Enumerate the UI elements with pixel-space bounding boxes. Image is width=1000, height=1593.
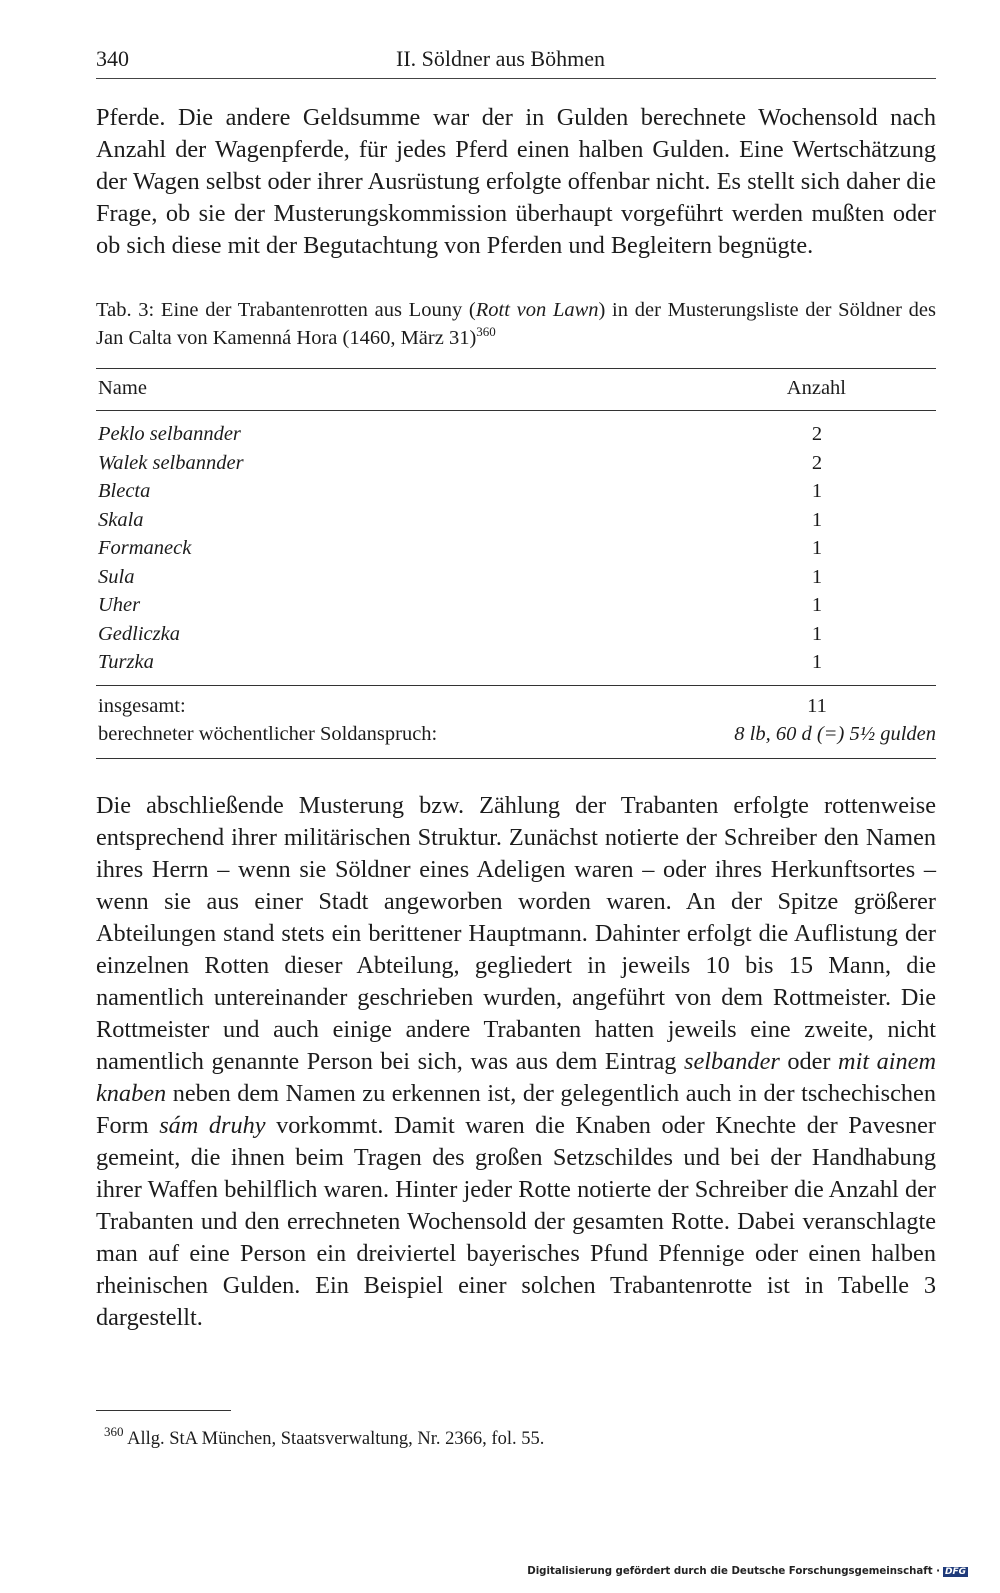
- column-header-count: Anzahl: [786, 377, 846, 399]
- paragraph-2-italic: mit ainem knaben: [96, 1048, 937, 1107]
- running-head: II. Söldner aus Böhmen: [396, 46, 605, 71]
- row-name: Blecta: [98, 480, 151, 502]
- paragraph-2-text: oder: [779, 1048, 839, 1075]
- row-name: Skala: [98, 509, 144, 531]
- caption-text-start: Tab. 3: Eine der Trabantenrotten aus Louny (: [96, 299, 476, 321]
- table-bottom-rule: [96, 758, 936, 759]
- digitization-note: Digitalisierung gefördert durch die Deutsche Forschungsgemeinschaft ·: [527, 1566, 940, 1577]
- caption-text-end: ) in der Musterungsliste der Söldner des Jan Calta von Kamenná Hora (1460, März 31): [96, 299, 936, 349]
- row-count: 1: [811, 480, 823, 502]
- row-count: 1: [811, 623, 823, 645]
- dfg-logo: DFG: [944, 1567, 966, 1577]
- row-count: 1: [811, 509, 823, 531]
- footnote-rule: [96, 1410, 231, 1411]
- row-count: 1: [811, 594, 823, 616]
- table-row: [98, 648, 936, 676]
- row-name: Uher: [98, 594, 141, 616]
- row-count: 1: [811, 537, 823, 559]
- row-name: Gedliczka: [98, 623, 180, 645]
- digitization-credit: [527, 1566, 968, 1577]
- page-number: 340: [96, 46, 129, 71]
- paragraph-2-text: neben dem Namen zu erkennen ist, der gelegentlich auch in der tschechischen Form: [96, 1080, 936, 1139]
- table-total-row: [98, 692, 936, 720]
- total-label: insgesamt:: [98, 695, 186, 717]
- table-caption: [96, 296, 936, 352]
- row-name: Turzka: [98, 651, 154, 673]
- caption-italic: Rott von Lawn: [475, 299, 599, 321]
- caption-footnote-ref: 360: [476, 324, 496, 339]
- table-sum-rule: [96, 685, 936, 686]
- table-header-rule: [96, 410, 936, 411]
- row-name: Peklo selbannder: [98, 423, 241, 445]
- table-row: [98, 449, 936, 477]
- table-row: [98, 477, 936, 505]
- table-row: [98, 506, 936, 534]
- total-value: 11: [807, 695, 827, 717]
- footnote-number: 360: [104, 1424, 124, 1439]
- footnote: [104, 1426, 544, 1452]
- paragraph-2: [96, 790, 936, 1334]
- paragraph-2-text: vorkommt. Damit waren die Knaben oder Knechte der Pavesner gemeint, die ihnen beim Tragen des großen Setzschildes und bei der Handhabung ihrer Waffen behilflich waren. Hinter jeder Rotte notierte der Schreiber die Anzahl der Trabanten und den errechneten Wochensold der gesamten Rotte. Dabei veranschlagte man auf eine Person ein dreiviertel bayerisches Pfund Pfennige oder einen halben rheinischen Gulden. Ein Beispiel einer solchen Trabantenrotte ist in Tabelle 3 dargestellt.: [96, 1112, 936, 1331]
- paragraph-2-italic: sám druhy: [159, 1112, 266, 1139]
- table-pay-row: [98, 720, 936, 748]
- pay-value: 8 lb, 60 d (=) 5½ gulden: [734, 723, 936, 745]
- paragraph-2-text: Die abschließende Musterung bzw. Zählung der Trabanten erfolgte rottenweise entsprechend ihrer militärischen Struktur. Zunächst notierte der Schreiber den Namen ihres Herrn – wenn sie Söldner eines Adeligen waren – oder ihres Herkunftsortes – wenn sie aus einer Stadt angeworben worden waren. An der Spitze größerer Abteilungen stand stets ein berittener Hauptmann. Dahinter erfolgt die Auflistung der einzelnen Rotten dieser Abteilung, gegliedert in jeweils 10 bis 15 Mann, die namentlich untereinander geschrieben wurden, angeführt von dem Rottmeister. Die Rottmeister und auch einige andere Trabanten hatten jeweils eine zweite, nicht namentlich genannte Person bei sich, was aus dem Eintrag: [96, 792, 936, 1075]
- table-header-row: [98, 374, 936, 402]
- table-row: [98, 534, 936, 562]
- row-name: Walek selbannder: [98, 452, 244, 474]
- table-row: [98, 591, 936, 619]
- table-top-rule: [96, 368, 936, 369]
- row-count: 2: [811, 423, 823, 445]
- table-row: [98, 563, 936, 591]
- pay-label: berechneter wöchentlicher Soldanspruch:: [98, 723, 438, 745]
- table-row: [98, 420, 936, 448]
- paragraph-2-italic: selbander: [683, 1048, 780, 1075]
- row-count: 1: [811, 566, 823, 588]
- row-count: 1: [811, 651, 823, 673]
- row-name: Sula: [98, 566, 135, 588]
- page-header: [96, 44, 936, 79]
- column-header-name: Name: [98, 377, 147, 399]
- paragraph-1: Pferde. Die andere Geldsumme war der in Gulden berechnete Wochensold nach Anzahl der Wagenpferde, für jedes Pferd einen halben Gulden. Eine Wertschätzung der Wagen selbst oder ihrer Ausrüstung erfolgte offenbar nicht. Es stellt sich daher die Frage, ob sie der Musterungskommission überhaupt vorgeführt werden mußten oder ob sich diese mit der Begutachtung von Pferden und Begleitern begnügte.: [96, 104, 936, 259]
- row-name: Formaneck: [98, 537, 192, 559]
- table-row: [98, 620, 936, 648]
- row-count: 2: [811, 452, 823, 474]
- footnote-text: Allg. StA München, Staatsverwaltung, Nr. 2366, fol. 55.: [127, 1429, 545, 1449]
